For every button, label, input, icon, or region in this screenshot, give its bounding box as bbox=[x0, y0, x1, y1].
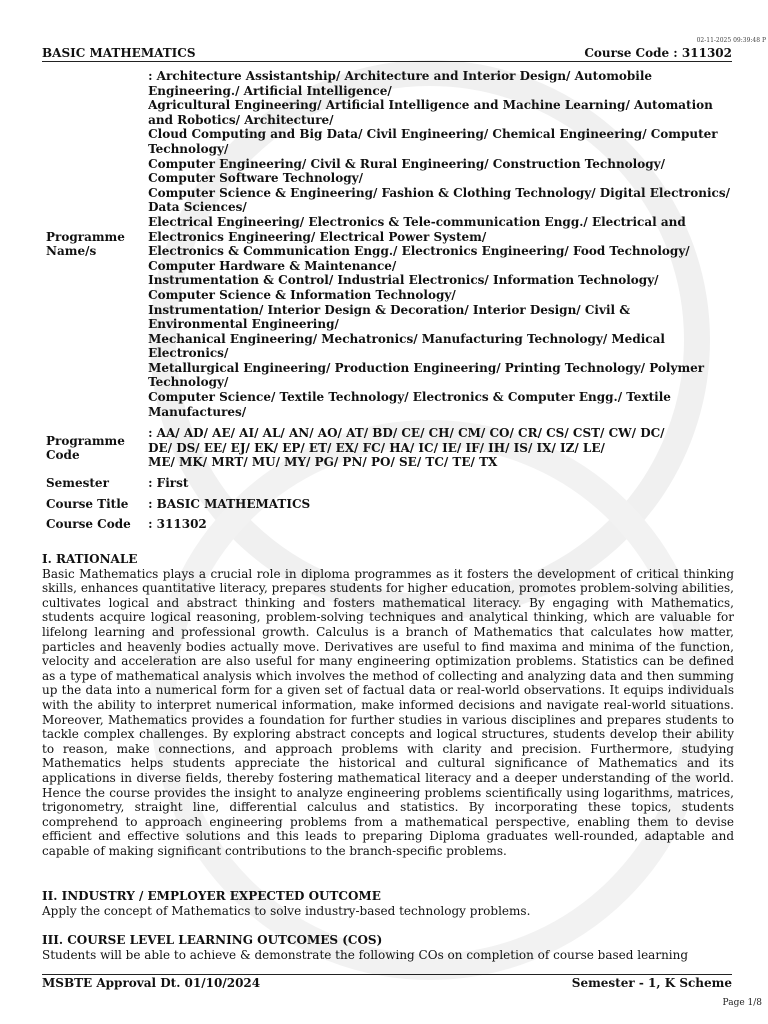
programme-line: Metallurgical Engineering/ Production Engineering/ Printing Technology/ Polymer bbox=[148, 360, 705, 375]
page-footer bbox=[42, 974, 732, 990]
course-info-table bbox=[42, 68, 734, 532]
programme-line: Instrumentation/ Interior Design & Decoration/ Interior Design/ Civil & bbox=[148, 302, 631, 317]
page-number: Page 1/8 bbox=[722, 998, 762, 1008]
programme-line: Mechanical Engineering/ Mechatronics/ Manufacturing Technology/ Medical bbox=[148, 331, 665, 346]
semester-row bbox=[42, 470, 734, 491]
course-outcomes-section bbox=[42, 933, 734, 962]
programme-line: Computer Hardware & Maintenance/ bbox=[148, 258, 397, 273]
header-course-code: Course Code : 311302 bbox=[584, 46, 732, 60]
programme-line: Engineering./ Artificial Intelligence/ bbox=[148, 83, 392, 98]
programme-line: Electronics/ bbox=[148, 346, 229, 361]
programme-line: Computer Engineering/ Civil & Rural Engineering/ Construction Technology/ bbox=[148, 156, 665, 171]
footer-semester-scheme: Semester - 1, K Scheme bbox=[571, 976, 732, 990]
programme-line: Electronics Engineering/ Electrical Power System/ bbox=[148, 229, 487, 244]
semester-label: Semester bbox=[46, 476, 109, 491]
programme-line: Environmental Engineering/ bbox=[148, 317, 339, 332]
programme-line: Electronics & Communication Engg./ Electronics Engineering/ Food Technology/ bbox=[148, 244, 690, 259]
course-title-label: Course Title bbox=[46, 496, 129, 511]
course-code-label: Course Code bbox=[46, 517, 131, 532]
industry-outcome-title: II. INDUSTRY / EMPLOYER EXPECTED OUTCOME bbox=[42, 889, 381, 903]
programme-line: Manufactures/ bbox=[148, 404, 247, 419]
course-code-row bbox=[42, 511, 734, 532]
rationale-section bbox=[42, 552, 734, 858]
programme-line: Data Sciences/ bbox=[148, 200, 247, 215]
programme-line: Agricultural Engineering/ Artificial Intelligence and Machine Learning/ Automation bbox=[148, 98, 713, 113]
programme-line: Electrical Engineering/ Electronics & Tele-communication Engg./ Electrical and bbox=[148, 214, 686, 229]
programme-code-line: DE/ DS/ EE/ EJ/ EK/ EP/ ET/ EX/ FC/ HA/ IC/ IE/ IF/ IH/ IS/ IX/ IZ/ LE/ bbox=[148, 440, 605, 455]
programme-code-value bbox=[144, 420, 734, 470]
programme-code-label: Programme Code bbox=[46, 433, 125, 463]
course-outcomes-text: Students will be able to achieve & demonstrate the following COs on completion of course based learning bbox=[42, 947, 689, 962]
rationale-title: I. RATIONALE bbox=[42, 552, 138, 566]
programme-line: Instrumentation & Control/ Industrial Electronics/ Information Technology/ bbox=[148, 273, 659, 288]
page-header bbox=[42, 46, 732, 62]
programme-names-row bbox=[42, 68, 734, 420]
rationale-text: Basic Mathematics plays a crucial role in diploma programmes as it fosters the development of critical thinking skills, enhances quantitative literacy, prepares students for higher education, promotes problem-solving abilities, cultivates logical and abstract thinking and fosters mathematical literacy. By engaging with Mathematics, students acquire logical reasoning, problem-solving techniques and analytical thinking, which are valuable for lifelong learning and professional growth. Calculus is a branch of Mathematics that calculates how matter, particles and heavenly bodies actually move. Derivatives are useful to find maxima and minima of the function, velocity and acceleration are also useful for many engineering optimization problems. Statistics can be defined as a type of mathematical analysis which involves the method of collecting and analyzing data and then summing up the data into a numerical form for a given set of factual data or real-world observations. It equips individuals with the ability to interpret numerical information, make informed decisions and navigate real-world situations. Moreover, Mathematics provides a foundation for further studies in various disciplines and prepares students to tackle complex challenges. By exploring abstract concepts and logical structures, students develop their ability to reason, make connections, and approach problems with clarity and precision. Furthermore, studying Mathematics helps students appreciate the historical and cultural significance of Mathematics and its applications in diverse fields, thereby fostering mathematical literacy and a deeper understanding of the world. Hence the course provides the insight to analyze engineering problems scientifically using logarithms, matrices, trigonometry, straight line, differential calculus and statistics. By incorporating these topics, students comprehend to approach engineering problems from a mathematical perspective, enabling them to devise efficient and effective solutions and this leads to preparing Diploma graduates well-rounded, adaptable and capable of making significant contributions to the branch-specific problems. bbox=[42, 566, 734, 858]
programme-line: Computer Science & Engineering/ Fashion & Clothing Technology/ Digital Electronics/ bbox=[148, 185, 730, 200]
programme-code-line: ME/ MK/ MRT/ MU/ MY/ PG/ PN/ PO/ SE/ TC/ TE/ TX bbox=[148, 455, 498, 470]
programme-line: and Robotics/ Architecture/ bbox=[148, 112, 334, 127]
course-title-value: : BASIC MATHEMATICS bbox=[148, 496, 311, 511]
programme-code-row bbox=[42, 420, 734, 470]
programme-line: Computer Software Technology/ bbox=[148, 171, 363, 186]
footer-approval-date: MSBTE Approval Dt. 01/10/2024 bbox=[42, 976, 261, 990]
print-timestamp: 02-11-2025 09:39:48 P bbox=[696, 37, 766, 44]
course-code-value: : 311302 bbox=[148, 517, 207, 532]
programme-names-label: Programme Name/s bbox=[46, 229, 125, 259]
industry-outcome-text: Apply the concept of Mathematics to solve industry-based technology problems. bbox=[42, 903, 531, 918]
programme-code-line: : AA/ AD/ AE/ AI/ AL/ AN/ AO/ AT/ BD/ CE/ CH/ CM/ CO/ CR/ CS/ CST/ CW/ DC/ bbox=[148, 426, 665, 441]
header-course-name: BASIC MATHEMATICS bbox=[42, 46, 196, 60]
course-outcomes-title: III. COURSE LEVEL LEARNING OUTCOMES (COS) bbox=[42, 933, 383, 947]
semester-value: : First bbox=[148, 476, 189, 491]
programme-line: Computer Science/ Textile Technology/ Electronics & Computer Engg./ Textile bbox=[148, 390, 671, 405]
programme-names-value bbox=[144, 68, 734, 420]
programme-line: Computer Science & Information Technology/ bbox=[148, 287, 456, 302]
programme-line: : Architecture Assistantship/ Architecture and Interior Design/ Automobile bbox=[148, 69, 653, 83]
programme-line: Technology/ bbox=[148, 375, 229, 390]
programme-line: Cloud Computing and Big Data/ Civil Engineering/ Chemical Engineering/ Computer bbox=[148, 127, 718, 142]
course-title-row bbox=[42, 491, 734, 512]
programme-line: Technology/ bbox=[148, 141, 229, 156]
industry-outcome-section bbox=[42, 889, 734, 918]
